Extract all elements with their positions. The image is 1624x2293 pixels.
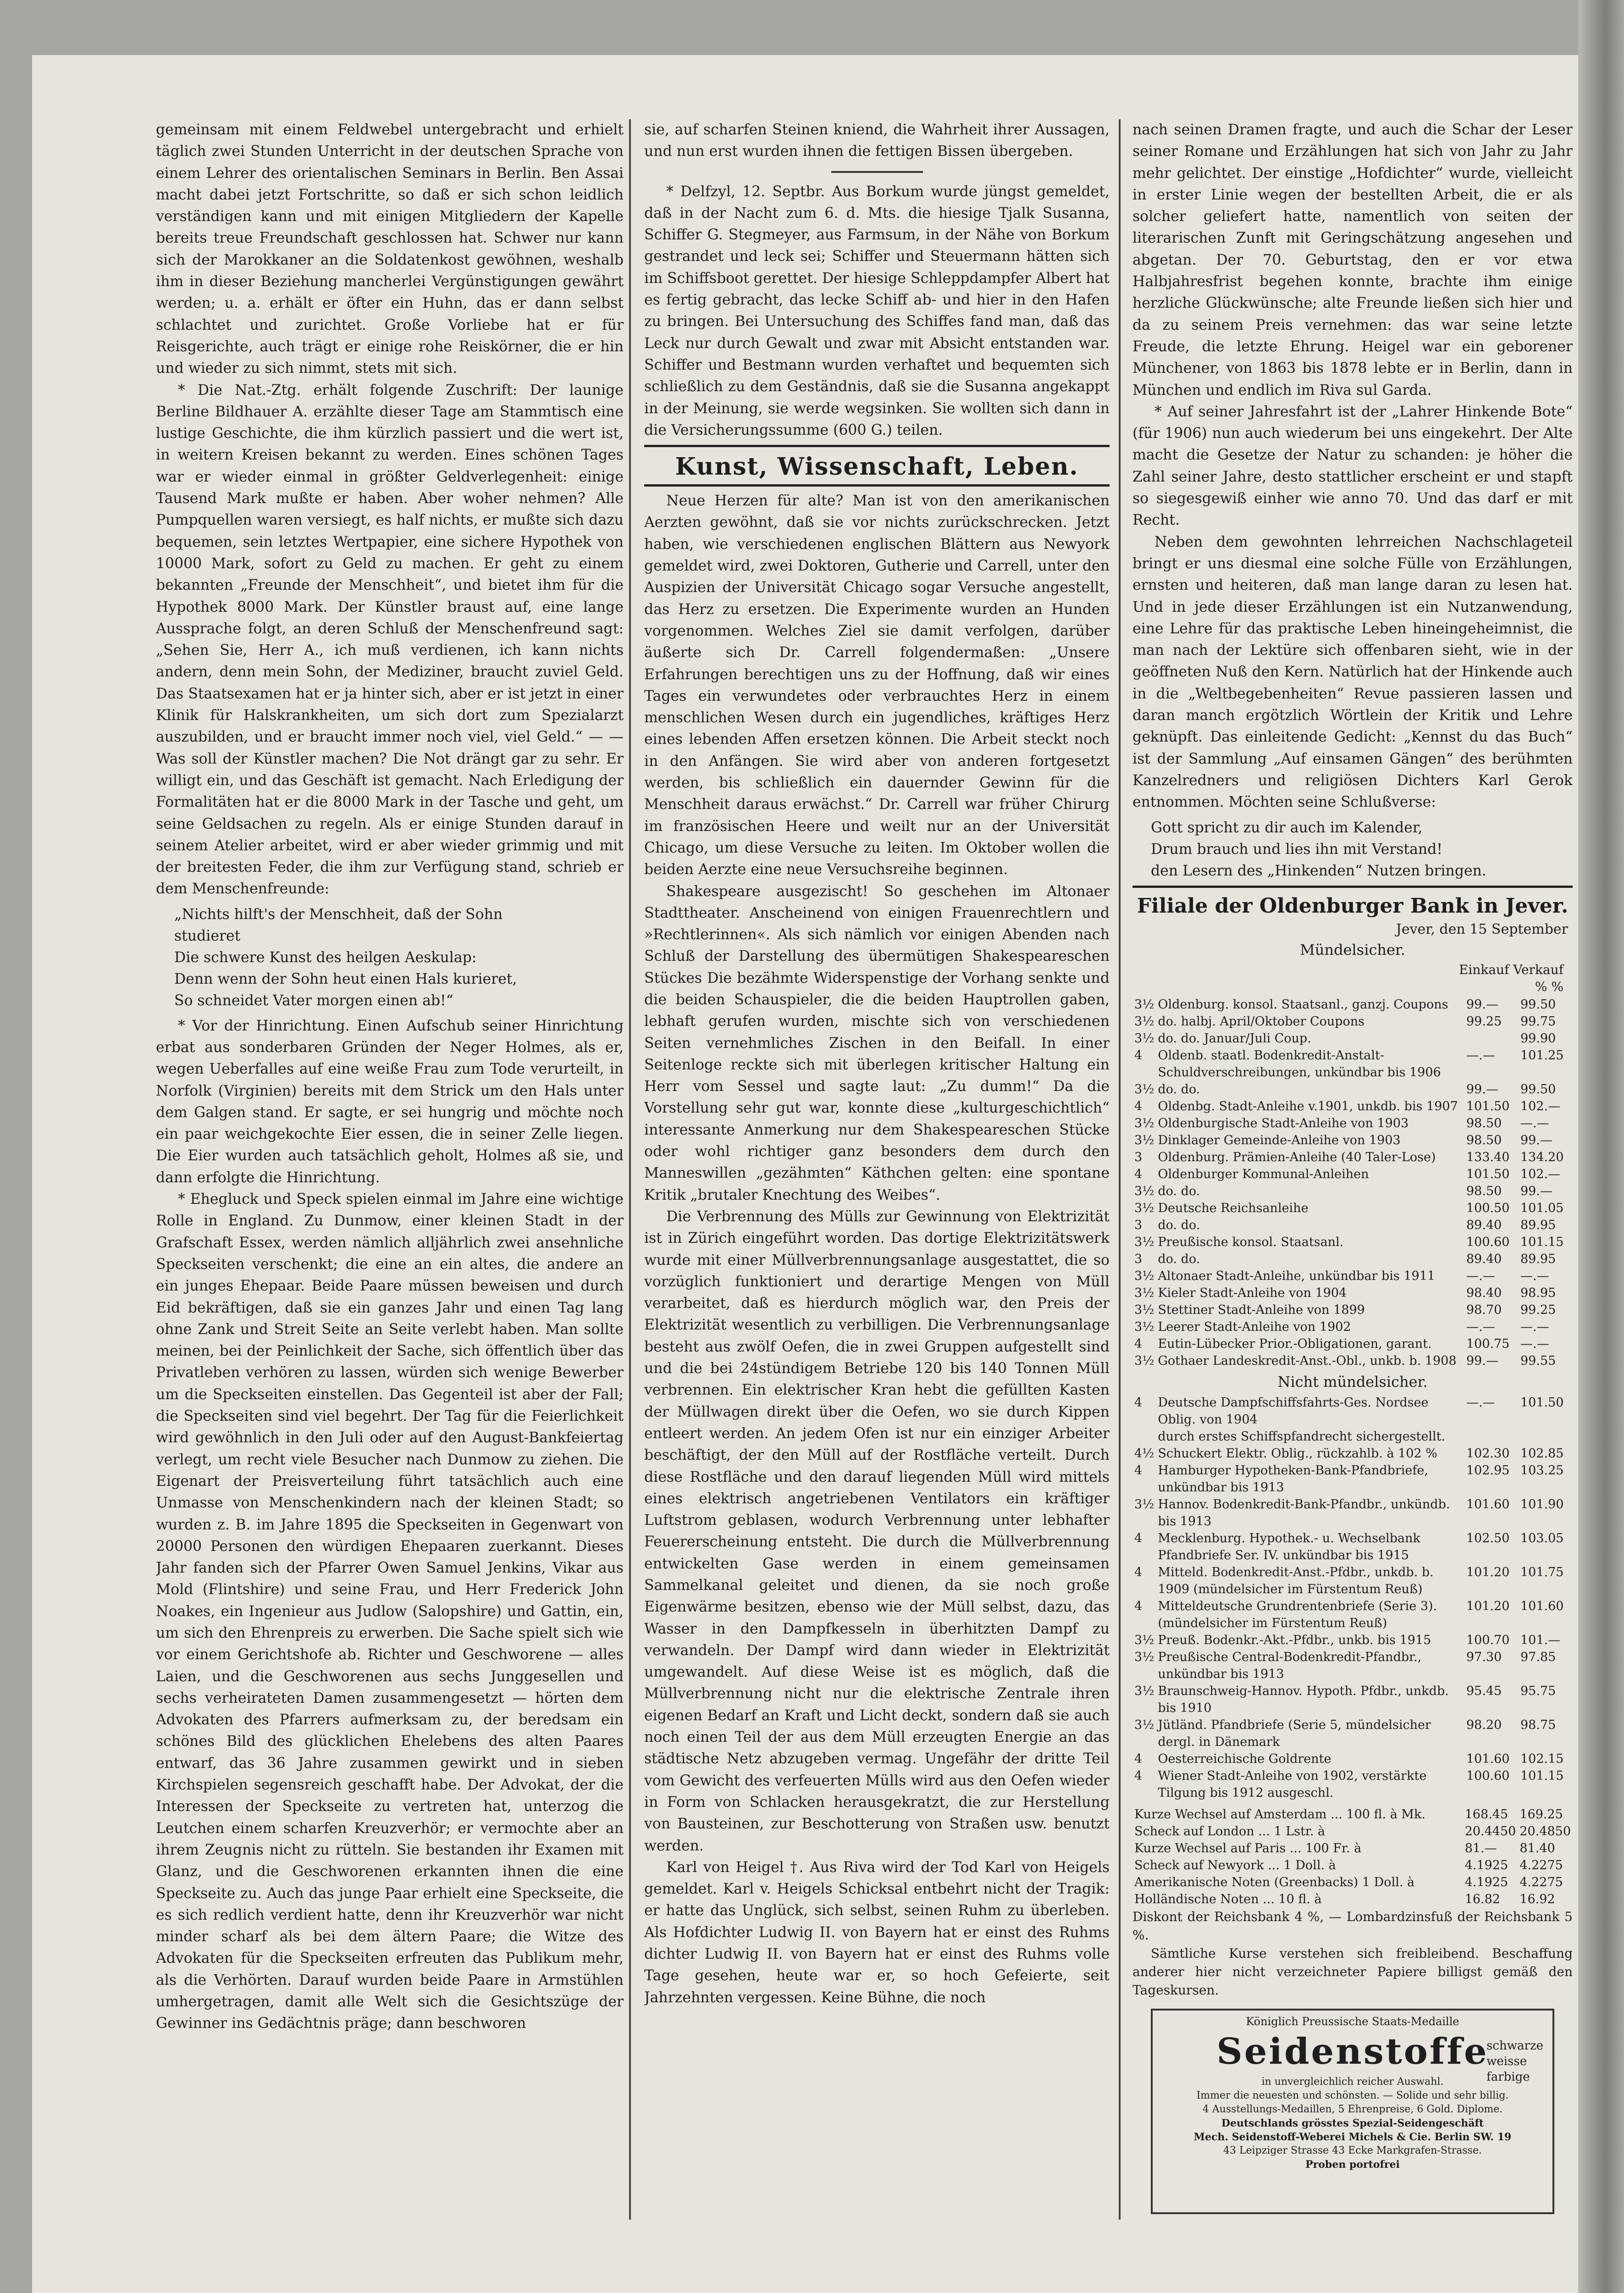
name-cell: Preuß. Bodenkr.-Akt.-Pfdbr., unkb. bis 1915 — [1158, 1633, 1431, 1647]
buy-cell: —.— — [1466, 1319, 1495, 1334]
buy-cell: 89.40 — [1466, 1218, 1502, 1232]
sell-cell: 102.85 — [1520, 1446, 1564, 1461]
rate-cell: 3 — [1134, 1150, 1143, 1164]
sell-cell: —.— — [1520, 1319, 1549, 1334]
buy-cell: 100.50 — [1466, 1201, 1510, 1215]
rate-cell: 4 — [1134, 1768, 1143, 1783]
table-row — [1132, 1318, 1573, 1335]
mundel-title: Mündelsicher. — [1300, 941, 1405, 958]
table-row — [1132, 1030, 1573, 1047]
rate-cell: 3½ — [1134, 1184, 1154, 1198]
table-row — [1132, 1683, 1573, 1717]
name-cell: do. do. — [1158, 1218, 1200, 1232]
article-paragraph: gemeinsam mit einem Feldwebel untergebracht und erhielt täglich zwei Stunden Unterricht in der deutschen Sprache von einem Lehrer des orientalischen Seminars in Berlin. Ben Assai macht dabei jetzt Fortschritte, so daß er sich schon leidlich verständigen kann und mit einigen Mitgliedern der Kapelle bereits treue Freundschaft geschlossen hat. Schwer nur kann sich der Marokkaner an die Soldatenkost gewöhnen, weshalb ihm in dieser Beziehung mancherlei Vergünstigungen gewährt werden; u. a. erhält er öfter ein Huhn, das er dann selbst schlachtet und zurichtet. Große Vorliebe hat er für Reisgerichte, auch trägt er einige rohe Reiskörner, die er hin und wieder zu sich nimmt, stets mit sich. — [156, 122, 624, 377]
buy-cell: 101.50 — [1466, 1167, 1510, 1181]
rate-cell: 3½ — [1134, 1285, 1154, 1300]
sell-cell: 102.15 — [1520, 1751, 1564, 1766]
sell-cell: 102.— — [1520, 1099, 1561, 1113]
article-paragraph: Karl von Heigel †. Aus Riva wird der Tod Karl von Heigels gemeldet. Karl v. Heigels Schicksal entbehrt nicht der Tragik: er hatte das Unglück, sich selbst, seinen Ruhm zu überleben. Als Hofdichter Ludwig II. von Bayern hat er einst des Ruhms dichter Ludwig II. von Bayern hat er einst des Ruhms volle Tage gesehen, heute war er, so hoch Gefeierte, seit Jahrzehnten vergessen. Keine Bühne, die noch — [644, 1859, 1110, 2006]
name-cell: Preußische konsol. Staatsanl. — [1158, 1235, 1344, 1249]
sell-cell: 99.— — [1520, 1133, 1552, 1147]
buy-cell: 100.60 — [1466, 1768, 1510, 1783]
buy-cell: 16.82 — [1464, 1892, 1500, 1906]
sell-cell: 89.95 — [1520, 1252, 1556, 1266]
ad-line: 4 Ausstellungs-Medaillen, 5 Ehrenpreise, 6 Gold. Diplome. — [1202, 2103, 1503, 2115]
buy-cell: 81.— — [1464, 1841, 1497, 1855]
name-cell: Deutsche Dampfschiffsfahrts-Ges. Nordsee Oblig. von 1904 — [1158, 1395, 1429, 1427]
table-row — [1132, 1632, 1573, 1649]
rate-cell: 3½ — [1134, 1031, 1154, 1046]
sell-cell: 99.90 — [1520, 1031, 1556, 1046]
article-paragraph: Neue Herzen für alte? Man ist von den amerikanischen Aerzten gewöhnt, daß sie vor nichts zurückschrecken. Jetzt haben, wie verschiedenen englischen Blättern aus Newyork gemeldet wird, zwei Doktoren, Gutherie und Carrell, unter den Auspizien der Universität Chicago sogar Versuche angestellt, das Herz zu ersetzen. Die Experimente wurden an Hunden vorgenommen. Welches Ziel sie damit verfolgen, darüber äußerte sich Dr. Carrell folgendermaßen: „Unsere Erfahrungen berechtigen uns zu der Hoffnung, daß wir eines Tages ein verwundetes oder verbrauchtes Herz in einem menschlichen Wesen durch ein jugendliches, kräftiges Herz eines lebenden Affen ersetzen können. Die Arbeit steckt noch in den Anfängen. Sie wird aber von anderen fortgesetzt werden, bis schließlich ein dauernder Gewinn für die Menschheit daraus erwächst.“ Dr. Carrell war früher Chirurg im französischen Heere und weilt nur an der Universität Chicago, um diese Versuche zu leiten. Im Oktober wollen die beiden Aerzte eine neue Versuchsreihe beginnen. — [644, 493, 1110, 878]
table-row — [1132, 1115, 1573, 1132]
buy-cell: 98.50 — [1466, 1116, 1502, 1130]
sell-cell: 134.20 — [1520, 1150, 1564, 1164]
name-cell: do. halbj. April/Oktober Coupons — [1158, 1014, 1365, 1029]
column-3 — [1132, 119, 1573, 2214]
name-cell: Mitteld. Bodenkredit-Anst.-Pfdbr., unkdb. b. 1909 (mündelsicher im Fürstentum Reuß) — [1158, 1565, 1434, 1596]
ad-brand: Seidenstoffe — [1216, 2030, 1489, 2072]
ad-colors: schwarze weisse farbige — [1486, 2038, 1543, 2084]
rate-cell: 4 — [1134, 1599, 1143, 1613]
page-edge-shadow — [1578, 0, 1624, 2293]
table-row — [1132, 1857, 1573, 1874]
article-paragraph: Neben dem gewohnten lehrreichen Nachschlageteil bringt er uns diesmal eine solche Fülle von Erzählungen, ernsten und heiteren, daß man lange daran zu lesen hat. Und in jede dieser Erzählungen ist ein Nutzanwendung, eine Lehre für das praktische Leben hineingeheimnist, die man nach der Lektüre sich offenbaren sieht, wie in der geöffneten Nuß den Kern. Natürlich hat der Hinkende auch in die „Weltbegebenheiten“ Revue passieren lassen und daran manch ergötzlich Wörtlein der Kritik und Lehre geknüpft. Das einleitende Gedicht: „Kennst du das Buch“ ist der Sammlung „Auf einsamen Gängen“ des berühmten Kanzelredners und religiösen Dichters Karl Gerok entnommen. Möchten seine Schlußverse: — [1132, 533, 1573, 811]
buy-cell: 101.20 — [1466, 1565, 1510, 1579]
rate-cell: 3½ — [1134, 1684, 1154, 1698]
rate-cell: 3 — [1134, 1218, 1143, 1232]
name-cell: do. do. Januar/Juli Coup. — [1158, 1031, 1311, 1046]
verse: „Nichts hilft's der Menschheit, daß der Sohn studieret Die schwere Kunst des heilgen Aeskulap: Denn wenn der Sohn heut einen Hals kurieret, So schneidet Vater morgen einen ab!“ — [174, 906, 517, 1009]
ad-line: Immer die neuesten und schönsten. — Solide und sehr billig. — [1196, 2089, 1509, 2101]
rate-cell: 3½ — [1134, 1497, 1154, 1512]
table-row — [1132, 1166, 1573, 1183]
buy-cell: 101.60 — [1466, 1497, 1510, 1512]
table-row — [1132, 1428, 1573, 1445]
buy-cell: 98.50 — [1466, 1184, 1502, 1198]
rate-cell: 3½ — [1134, 1633, 1154, 1647]
buy-cell: 99.25 — [1466, 1014, 1502, 1029]
buy-cell: 97.30 — [1466, 1650, 1502, 1664]
name-cell: Amerikanische Noten (Greenbacks) 1 Doll. à — [1134, 1875, 1415, 1889]
buy-cell: 101.50 — [1466, 1099, 1510, 1113]
sell-cell: 99.— — [1520, 1184, 1552, 1198]
buy-cell: 4.1925 — [1464, 1858, 1508, 1872]
sell-cell: 20.4850 — [1519, 1824, 1571, 1839]
sell-cell: 101.05 — [1520, 1201, 1564, 1215]
name-cell: Braunschweig-Hannov. Hypoth. Pfdbr., unkdb. bis 1910 — [1158, 1684, 1449, 1715]
rate-cell: 3½ — [1134, 1201, 1154, 1215]
name-cell: Kieler Stadt-Anleihe von 1904 — [1158, 1285, 1347, 1300]
rate-cell: 3½ — [1134, 997, 1154, 1012]
table-row — [1132, 1840, 1573, 1857]
name-cell: Hannov. Bodenkredit-Bank-Pfandbr., unkündb. bis 1913 — [1158, 1497, 1450, 1529]
advertisement — [1151, 2009, 1554, 2214]
table-row — [1132, 1823, 1573, 1840]
verse: Gott spricht zu dir auch im Kalender, Drum brauch und lies ihn mit Verstand! den Lesern des „Hinkenden“ Nutzen bringen. — [1151, 819, 1486, 879]
buy-cell: 95.45 — [1466, 1684, 1502, 1698]
rate-cell: 3½ — [1134, 1235, 1154, 1249]
percent-headers: % % — [1535, 979, 1563, 994]
column-divider — [1119, 119, 1121, 2220]
table-row — [1132, 1649, 1573, 1683]
article-paragraph: Die Verbrennung des Mülls zur Gewinnung von Elektrizität ist in Zürich eingeführt worden. Das dortige Elektrizitätswerk wurde mit einer Müllverbrennungsanlage ausgestattet, die so vorzüglich funktioniert und derartige Mengen von Müll verarbeitet, daß es hierdurch möglich war, den Preis der Elektrizität wesentlich zu verbilligen. Die Verbrennungsanlage besteht aus zwölf Oefen, die in zwei Gruppen aufgestellt sind und die bei 24stündigem Betriebe 120 bis 140 Tonnen Müll verbrennen. Ein elektrischer Kran hebt die gefüllten Kasten der Müllwagen direkt über die Oefen, wo sie durch Kippen entleert werden. An jedem Ofen ist nur ein einziger Arbeiter beschäftigt, der den Müll auf der Rostfläche verteilt. Durch diese Rostfläche und den darauf liegenden Müll wird mittels eines elektrisch angetriebenen Ventilators ein kräftiger Luftstrom geblasen, wodurch Verbrennung unter lebhafter Feuererscheinung entsteht. Die durch die Müllverbrennung entwickelten Gase werden in einem gemeinsamen Sammelkanal geleitet und dienen, da sie noch große Eigenwärme besitzen, ebenso wie der Müll selbst, dazu, das Wasser in den Dampfkesseln in überhitzten Dampf zu verwandeln. Der Dampf wird dann wieder in Elektrizität umgewandelt. Auf diese Weise ist es möglich, daß die Müllverbrennung nicht nur die elektrische Zentrale ihren eigenen Bedarf an Kraft und Licht deckt, sondern daß sie auch noch einen Teil der aus dem Müll erzeugten Energie an das städtische Netz abzugeben vermag. Ungefähr der dritte Teil vom Gewicht des verfeuerten Mülls wird aus den Oefen wieder in Form von Schlacken herausgekratzt, die zur Herstellung von Bausteinen, zur Beschotterung von Straßen usw. benutzt werden. — [644, 1208, 1110, 1854]
rate-cell: 4 — [1134, 1336, 1143, 1351]
name-cell: Eutin-Lübecker Prior.-Obligationen, garant. — [1158, 1336, 1432, 1351]
sell-cell: 99.75 — [1520, 1014, 1556, 1029]
sell-cell: 81.40 — [1519, 1841, 1555, 1855]
name-cell: Oldenbg. Stadt-Anleihe v.1901, unkdb. bis 1907 — [1158, 1099, 1458, 1113]
sell-cell: 101.15 — [1520, 1768, 1564, 1783]
table-row — [1132, 1149, 1573, 1166]
rate-cell: 3½ — [1134, 1353, 1154, 1368]
rate-cell: 4 — [1134, 1531, 1143, 1545]
rate-cell: 4 — [1134, 1565, 1143, 1579]
name-cell: do. do. — [1158, 1184, 1200, 1198]
sell-cell: 101.60 — [1520, 1599, 1564, 1613]
rate-cell: 3½ — [1134, 1302, 1154, 1317]
bank-title: Filiale der Oldenburger Bank in Jever. — [1137, 894, 1569, 918]
ad-medal: Königlich Preussische Staats-Medaille — [1246, 2015, 1459, 2028]
rate-cell: 4 — [1134, 1395, 1143, 1410]
buy-cell: 98.70 — [1466, 1302, 1502, 1317]
table-row — [1132, 1234, 1573, 1251]
buy-cell: 98.20 — [1466, 1717, 1502, 1732]
article-paragraph: * Die Nat.-Ztg. erhält folgende Zuschrift: Der launige Berline Bildhauer A. erzählte dieser Tage am Stammtisch eine lustige Geschichte, die ihm kürzlich passiert und die wert ist, in weitern Kreisen bekannt zu werden. Eines schönen Tages war er wieder einmal in größter Geldverlegenheit: einige Tausend Mark mußte er haben. Aber woher nehmen? Alle Pumpquellen waren versiegt, es half nichts, er mußte sich dazu bequemen, sein letztes Wertpapier, eine sichere Hypothek von 10000 Mark, sofort zu Geld zu machen. Er geht zu einem bekannten „Freunde der Menschheit“, und bietet ihm für die Hypothek 8000 Mark. Der Künstler braust auf, eine lange Aussprache folgt, an deren Schluß der Menschenfreund sagt: „Sehen Sie, Herr A., ich muß verdienen, ich kann nichts andern, denn mein Sohn, der Mediziner, braucht zuviel Geld. Das Staatsexamen hat er ja hinter sich, aber er ist jetzt in einer Klinik für Halskrankheiten, um sich dort zum Spezialarzt auszubilden, und er braucht immer noch viel, viel Geld.“ — — Was soll der Künstler machen? Die Not drängt gar zu sehr. Er willigt ein, und das Geschäft ist gemacht. Nach Erledigung der Formalitäten hat er die 8000 Mark in der Tasche und geht, um seine Geldsachen zu regeln. Als er einige Stunden darauf in seinem Atelier arbeitet, wird er aber wieder grimmig und mit der breitesten Feder, die ihm zur Verfügung stand, schrieb er dem Menschenfreunde: — [156, 382, 624, 897]
buy-cell: 98.40 — [1466, 1285, 1502, 1300]
sell-cell: 95.75 — [1520, 1684, 1556, 1698]
sell-cell: 16.92 — [1519, 1892, 1555, 1906]
table-row — [1132, 1874, 1573, 1891]
rate-cell: 3½ — [1134, 1116, 1154, 1130]
table-row — [1132, 1530, 1573, 1564]
exchange-table — [1132, 1806, 1573, 1908]
ad-line: Mech. Seidenstoff-Weberei Michels & Cie. Berlin SW. 19 — [1193, 2131, 1512, 2143]
table-row — [1132, 1098, 1573, 1115]
sell-cell: 101.75 — [1520, 1565, 1564, 1579]
table-row — [1132, 1251, 1573, 1268]
article-paragraph: Shakespeare ausgezischt! So geschehen im Altonaer Stadttheater. Anscheinend von einigen Frauenrechtlern und »Rechtlerinnen«. Als sich nämlich vor einigen Abenden nach Schluß der Darstellung des übermütigen Shakespeareschen Stückes Die bezähmte Widerspenstige der Vorhang senkte und die beiden Schauspieler, die die beiden Hauptrollen gaben, lebhaft gerufen wurden, mischte sich von verschiedenen Seiten vernehmliches Zischen in den Beifall. In einer Seitenloge reckte sich mit überlegen kritischer Haltung ein Herr vom Sessel und sagte laut: „Zu dumm!“ Da die Vorstellung sehr gut war, konnte diese „kulturgeschichtlich“ interessante Anmerkung nur dem Shakespeareschen Stücke oder wohl richtiger ganz besonders dem durch den Manneswillen „gezähmten“ Käthchen gelten: eine spontane Kritik „brutaler Knechtung des Weibes“. — [644, 883, 1110, 1203]
name-cell: Preußische Central-Bodenkredit-Pfandbr., unkündbar bis 1913 — [1158, 1650, 1422, 1681]
rate-cell: 3 — [1134, 1252, 1143, 1266]
table-row — [1132, 1445, 1573, 1462]
name-cell: Deutsche Reichsanleihe — [1158, 1201, 1309, 1215]
name-cell: Leerer Stadt-Anleihe von 1902 — [1158, 1319, 1351, 1334]
name-cell: Mecklenburg. Hypothek.- u. Wechselbank Pfandbriefe Ser. IV. unkündbar bis 1915 — [1158, 1531, 1420, 1562]
ad-line: Proben portofrei — [1305, 2158, 1400, 2171]
bond-table — [1132, 996, 1573, 1369]
sell-cell: 101.15 — [1520, 1235, 1564, 1249]
table-row — [1132, 1462, 1573, 1496]
ad-line: Deutschlands grösstes Spezial-Seidengeschäft — [1221, 2117, 1484, 2129]
table-row — [1132, 1598, 1573, 1632]
section-rule — [644, 445, 1110, 447]
ad-line: in unvergleichlich reicher Auswahl. — [1261, 2076, 1444, 2088]
buy-cell: 99.— — [1466, 1082, 1498, 1097]
name-cell: Stettiner Stadt-Anleihe von 1899 — [1158, 1302, 1365, 1317]
buy-cell: —.— — [1466, 1048, 1495, 1063]
article-paragraph: * Ehegluck und Speck spielen einmal im Jahre eine wichtige Rolle in England. Zu Dunmow, einer kleinen Stadt in der Grafschaft Essex, werden nämlich alljährlich zwei ansehnliche Speckseiten verschenkt; die eine an ein altes, die andere an ein junges Ehepaar. Beide Paare müssen beweisen und durch Eid bekräftigen, daß sie ein ganzes Jahr und einen Tag lang ohne Zank und Streit Seite an Seite verlebt haben. Man sollte meinen, bei der Peinlichkeit der Sache, sich öffentlich über das Privatleben verhören zu lassen, würden sich wenige Bewerber um die Speckseiten einstellen. Das Gegenteil ist aber der Fall; die Speckseiten sind viel begehrt. Der Tag für die Feierlichkeit wird gewöhnlich in den Juli oder auf den August-Bankfeiertag verlegt, um recht viele Besucher nach Dunmow zu ziehen. Die Eigenart der Preisverteilung führt tatsächlich auch eine Unmasse von Menschenkindern nach der kleinen Stadt; so wurden z. B. im Jahre 1895 die Speckseiten in Gegenwart von 20000 Personen den würdigen Ehepaaren zuerkannt. Dieses Jahr fanden sich der Pfarrer Owen Samuel Jenkins, Vikar aus Mold (Flintshire) und seine Frau, und Herr Frederick John Noakes, ein Ingenieur aus Judlow (Salopshire) und Gattin, ein, um sich den Ehrenpreis zu erwerben. Die Sache spielt sich wie vor einem Gerichtshofe ab. Richter und Geschworene — alles Laien, und die Geschworenen aus sechs Junggesellen und sechs verheirateten Damen zusammengesetzt — hörten dem Advokaten des Pfarrers aufmerksam zu, der beredsam ein schönes Bild des glücklichen Ehelebens des alten Paares entwarf, das 36 Jahre zusammen gewirkt und in sieben Kirchspielen segensreich geschafft habe. Der Advokat, der die Interessen der Speckseite zu vertreten hat, unterzog die Leutchen einem scharfen Kreuzverhör; er vermochte aber an ihrem Zeugnis nicht zu rütteln. Sie bestanden ihr Examen mit Glanz, und die Geschworenen erkannten ihnen die eine Speckseite zu. Auch das junge Paar erhielt eine Speckseite, die es sich redlich verdient hatte, denn ihr Kreuzverhör war nicht minder scharf als bei dem ältern Paare; die Witze des Advokaten für die Speckseiten erfreuten das Publikum mehr, als die Verhörten. Darauf wurden beide Paare in Armstühlen umhergetragen, damit alle Welt sich die Gesichtszüge der Gewinner ins Gedächtnis präge; dann beschworen — [156, 1191, 624, 2032]
sell-cell: —.— — [1520, 1336, 1549, 1351]
rate-cell: 4 — [1134, 1167, 1143, 1181]
article-paragraph: * Delfzyl, 12. Septbr. Aus Borkum wurde jüngst gemeldet, daß in der Nacht zum 6. d. Mts. die hiesige Tjalk Susanna, Schiffer G. Stegmeyer, aus Farmsum, in der Nähe von Borkum gestrandet und leck sei; Schiffer und Steuermann hätten sich im Schiffsboot gerettet. Der hiesige Schleppdampfer Albert hat es fertig gebracht, das lecke Schiff ab- und hier in den Hafen zu bringen. Bei Untersuchung des Schiffes fand man, daß das Leck nur durch Gewalt und zwar mit Absicht entstanden war. Schiffer und Bestmann wurden verhaftet und bequemten sich schließlich zu dem Geständnis, daß sie die Susanna angekappt in der Meinung, sie werde wegsinken. Sie wollten sich dann in die Versicherungssumme (600 G.) teilen. — [644, 183, 1110, 438]
table-row — [1132, 1335, 1573, 1352]
sell-cell: —.— — [1520, 1268, 1549, 1283]
rate-cell: 3½ — [1134, 1133, 1154, 1147]
rate-cell: 4 — [1134, 1099, 1143, 1113]
buy-cell: 20.4450 — [1464, 1824, 1516, 1839]
rate-cell: 3½ — [1134, 1717, 1154, 1732]
name-cell: durch erstes Schiffspfandrecht sichergestellt. — [1158, 1429, 1446, 1444]
buy-cell: 101.20 — [1466, 1599, 1510, 1613]
section-heading: Kunst, Wissenschaft, Leben. — [675, 453, 1079, 481]
buy-cell: 100.70 — [1466, 1633, 1510, 1647]
table-row — [1132, 1302, 1573, 1318]
table-row — [1132, 1047, 1573, 1081]
sell-cell — [1519, 1428, 1573, 1445]
ad-line: 43 Leipziger Strasse 43 Ecke Markgrafen-Strasse. — [1223, 2144, 1482, 2156]
buy-cell: 99.— — [1466, 997, 1498, 1012]
sell-cell: 4.2275 — [1519, 1858, 1563, 1872]
rate-cell: 3½ — [1134, 1319, 1154, 1334]
buy-cell: 89.40 — [1466, 1252, 1502, 1266]
name-cell: Scheck auf Newyork ... 1 Doll. à — [1134, 1858, 1336, 1872]
name-cell: Oldenburgische Stadt-Anleihe von 1903 — [1158, 1116, 1409, 1130]
table-row — [1132, 1200, 1573, 1217]
name-cell: Oldenburg. konsol. Staatsanl., ganzj. Coupons — [1158, 997, 1448, 1012]
name-cell: Kurze Wechsel auf Amsterdam ... 100 fl. à Mk. — [1134, 1807, 1425, 1822]
rate-cell: 4½ — [1134, 1446, 1154, 1461]
sell-cell: 98.75 — [1520, 1717, 1556, 1732]
buy-cell: 4.1925 — [1464, 1875, 1508, 1889]
sell-cell: 169.25 — [1519, 1807, 1563, 1822]
sell-cell: 97.85 — [1520, 1650, 1556, 1664]
newspaper-page — [32, 55, 1578, 2293]
buy-cell: 100.60 — [1466, 1235, 1510, 1249]
table-row — [1132, 1564, 1573, 1598]
buy-cell: 102.50 — [1466, 1531, 1510, 1545]
table-row — [1132, 1717, 1573, 1750]
sell-cell: 99.25 — [1520, 1302, 1556, 1317]
name-cell: Kurze Wechsel auf Paris ... 100 Fr. à — [1134, 1841, 1362, 1855]
sell-cell: 4.2275 — [1519, 1875, 1563, 1889]
sell-cell: 99.55 — [1520, 1353, 1556, 1368]
buy-cell — [1464, 1428, 1519, 1445]
rate-cell: 3½ — [1134, 1268, 1154, 1283]
buy-cell: —.— — [1466, 1268, 1495, 1283]
article-paragraph: nach seinen Dramen fragte, und auch die Schar der Leser seiner Romane und Erzählungen hat sich von Jahr zu Jahr mehr gelichtet. Der einstige „Hofdichter“ wurde, vielleicht in erster Linie wegen der bestellten Arbeit, die er als solcher geliefert hatte, namentlich von seiten der literarischen Zunft mit Geringschätzung angesehen und abgetan. Der 70. Geburtstag, den er vor etwa Halbjahresfrist begehen konnte, brachte ihm einige herzliche Glückwünsche; alte Freunde ließen sich hier und da zu seinem Preis vernehmen: das war seine letzte Freude, die letzte Ehrung. Heigel war ein geborener Münchener, von 1863 bis 1878 lebte er in Berlin, dann in München und endlich im Riva sul Garda. — [1132, 122, 1573, 399]
table-row — [1132, 996, 1573, 1013]
buy-cell — [1464, 1030, 1519, 1047]
bank-date: Jever, den 15 September — [1396, 921, 1568, 937]
name-cell: Scheck auf London ... 1 Lstr. à — [1134, 1824, 1326, 1839]
name-cell: Altonaer Stadt-Anleihe, unkündbar bis 1911 — [1158, 1268, 1436, 1283]
buy-cell: 99.— — [1466, 1353, 1498, 1368]
buy-cell: 168.45 — [1464, 1807, 1508, 1822]
name-cell: Gothaer Landeskredit-Anst.-Obl., unkb. b. 1908 — [1158, 1353, 1457, 1368]
table-row — [1132, 1183, 1573, 1200]
sell-cell: 99.50 — [1520, 997, 1556, 1012]
sell-cell: 89.95 — [1520, 1218, 1556, 1232]
name-cell: Dinklager Gemeinde-Anleihe von 1903 — [1158, 1133, 1401, 1147]
table-row — [1132, 1217, 1573, 1234]
sell-cell: 101.— — [1520, 1633, 1561, 1647]
buy-cell: 102.30 — [1466, 1446, 1510, 1461]
column-1 — [156, 119, 624, 2035]
table-row — [1132, 1496, 1573, 1530]
table-row — [1132, 1081, 1573, 1098]
buy-cell: 98.50 — [1466, 1133, 1502, 1147]
name-cell: Mitteldeutsche Grundrentenbriefe (Serie 3). (mündelsicher im Fürstentum Reuß) — [1158, 1599, 1437, 1630]
name-cell: Hamburger Hypotheken-Bank-Pfandbriefe, unkündbar bis 1913 — [1158, 1463, 1428, 1495]
table-row — [1132, 1394, 1573, 1428]
column-headers: Einkauf Verkauf — [1458, 962, 1563, 977]
buy-cell: 102.95 — [1466, 1463, 1510, 1478]
sell-cell: 101.50 — [1520, 1395, 1564, 1410]
rate-cell: 4 — [1134, 1463, 1143, 1478]
name-cell: Wiener Stadt-Anleihe von 1902, verstärkte Tilgung bis 1912 ausgeschl. — [1158, 1768, 1427, 1800]
table-row — [1132, 1352, 1573, 1369]
column-divider — [629, 119, 631, 2220]
name-cell: Oldenb. staatl. Bodenkredit-Anstalt-Schuldverschreibungen, unkündbar bis 1906 — [1158, 1048, 1441, 1080]
sell-cell: 99.50 — [1520, 1082, 1556, 1097]
rate-cell — [1132, 1428, 1156, 1445]
separator — [831, 171, 923, 173]
buy-cell: 101.60 — [1466, 1751, 1510, 1766]
sell-cell: 98.95 — [1520, 1285, 1556, 1300]
column-2 — [644, 119, 1110, 2009]
article-paragraph: * Auf seiner Jahresfahrt ist der „Lahrer Hinkende Bote“ (für 1906) nun auch wiederum bei uns eingekehrt. Der Alte macht die Gesetze der Natur zu schanden: je höher die Zahl seiner Jahre, desto stattlicher erscheint er und stapft so siegesgewiß einher wie anno 70. Und das darf er mit Recht. — [1132, 403, 1573, 529]
nicht-title: Nicht mündelsicher. — [1277, 1373, 1428, 1390]
discount-note: Diskont der Reichsbank 4 %, — Lombardzinsfuß der Reichsbank 5 %. — [1132, 1909, 1573, 1943]
rate-cell: 4 — [1134, 1048, 1143, 1063]
section-rule — [1132, 886, 1573, 888]
table-row — [1132, 1285, 1573, 1302]
section-rule — [644, 484, 1110, 487]
table-row — [1132, 1750, 1573, 1767]
rate-cell: 4 — [1134, 1751, 1143, 1766]
sell-cell: 103.05 — [1520, 1531, 1564, 1545]
name-cell: Jütländ. Pfandbriefe (Serie 5, mündelsicher dergl. in Dänemark — [1158, 1717, 1431, 1749]
bond-table-2 — [1132, 1394, 1573, 1801]
name-cell: Oldenburg. Prämien-Anleihe (40 Taler-Lose) — [1158, 1150, 1436, 1164]
sell-cell: 101.90 — [1520, 1497, 1564, 1512]
sell-cell: 103.25 — [1520, 1463, 1564, 1478]
name-cell: do. do. — [1158, 1082, 1200, 1097]
article-paragraph: sie, auf scharfen Steinen kniend, die Wahrheit ihrer Aussagen, und nun erst wurden ihnen die fettigen Bissen übergeben. — [644, 122, 1110, 160]
rate-cell: 3½ — [1134, 1082, 1154, 1097]
name-cell: Oesterreichische Goldrente — [1158, 1751, 1331, 1766]
buy-cell: 133.40 — [1466, 1150, 1510, 1164]
table-row — [1132, 1767, 1573, 1801]
article-paragraph: * Vor der Hinrichtung. Einen Aufschub seiner Hinrichtung erbat aus sonderbaren Gründen der Neger Holmes, als er, wegen Ueberfalles auf eine weiße Frau zum Tode verurteilt, in Norfolk (Virginien) bereits mit dem Strick um den Hals unter dem Galgen stand. Er sagte, er sei hungrig und möchte noch ein paar weichgekochte Eier essen, die in seiner Zelle liegen. Die Eier wurden auch tatsächlich geholt, Holmes aß sie, und dann erfolgte die Hinrichtung. — [156, 1017, 624, 1186]
sell-cell: 102.— — [1520, 1167, 1561, 1181]
name-cell: Holländische Noten ... 10 fl. à — [1134, 1892, 1322, 1906]
rate-cell: 3½ — [1134, 1014, 1154, 1029]
table-row — [1132, 1013, 1573, 1030]
buy-cell: —.— — [1466, 1395, 1495, 1410]
table-row — [1132, 1132, 1573, 1149]
name-cell: Oldenburger Kommunal-Anleihen — [1158, 1167, 1369, 1181]
name-cell: Schuckert Elektr. Oblig., rückzahlb. à 102 % — [1158, 1446, 1437, 1461]
name-cell: do. do. — [1158, 1252, 1200, 1266]
buy-cell: 100.75 — [1466, 1336, 1510, 1351]
table-row — [1132, 1891, 1573, 1908]
rates-note: Sämtliche Kurse verstehen sich freibleibend. Beschaffung anderer hier nicht verzeichneter Papiere billigst gemäß den Tageskursen. — [1132, 1945, 1573, 1998]
sell-cell: 101.25 — [1520, 1048, 1564, 1063]
rate-cell: 3½ — [1134, 1650, 1154, 1664]
table-row — [1132, 1806, 1573, 1823]
table-row — [1132, 1268, 1573, 1285]
sell-cell: —.— — [1520, 1116, 1549, 1130]
